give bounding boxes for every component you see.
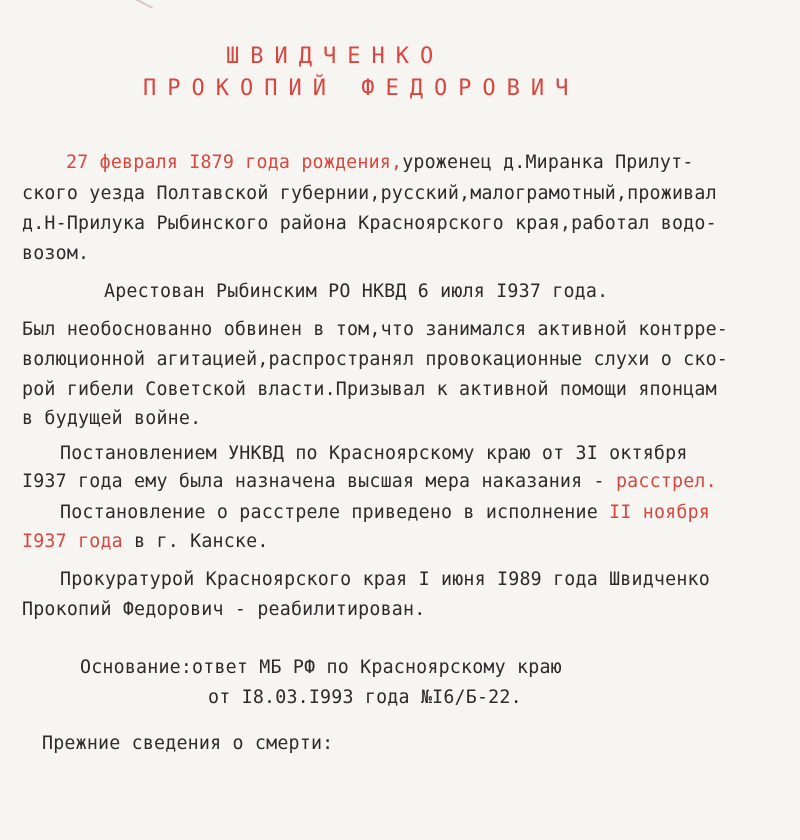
paragraph-birth-line-3: д.Н-Прилука Рыбинского района Красноярского края,работал водо- xyxy=(22,213,717,234)
sentence-text: I937 года ему была назначена высшая мера наказания - xyxy=(22,471,605,492)
paragraph-accusation-line-3: рой гибели Советской власти.Призывал к активной помощи японцам xyxy=(22,379,717,400)
paragraph-rehabilitation-line-2: Прокопий Федорович - реабилитирован. xyxy=(22,599,426,620)
basis-line-1: Основание:ответ МБ РФ по Красноярскому краю xyxy=(80,657,562,678)
corner-mark xyxy=(123,0,153,18)
paragraph-arrest: Арестован Рыбинским РО НКВД 6 июля I937 года. xyxy=(104,281,609,302)
birth-date-red: 27 февраля I879 года рождения, xyxy=(66,152,403,173)
execution-year-red: I937 года xyxy=(22,531,123,552)
paragraph-birth-line-4: возом. xyxy=(22,243,90,264)
sentence-execution-red: расстрел. xyxy=(615,471,717,492)
paragraph-accusation-line-4: в будущей войне. xyxy=(22,408,202,429)
title-name-patronymic: ПРОКОПИЙ ФЕДОРОВИЧ xyxy=(143,76,580,101)
execution-place-text: в г. Канске. xyxy=(134,531,269,552)
previous-death-info: Прежние сведения о смерти: xyxy=(42,733,334,754)
execution-text: Постановление о расстреле приведено в исполнение xyxy=(60,502,598,523)
paragraph-accusation-line-2: волюционной агитацией,распространял провокационные слухи о ско- xyxy=(22,349,728,370)
basis-line-2: от I8.03.I993 года №I6/Б-22. xyxy=(208,687,522,708)
paragraph-accusation-line-1: Был необоснованно обвинен в том,что занимался активной контрре- xyxy=(22,319,728,340)
title-surname: ШВИДЧЕНКО xyxy=(226,44,445,69)
birth-origin-text: уроженец д.Миранка Прилут- xyxy=(402,152,694,173)
paragraph-birth-line-1 xyxy=(66,154,694,172)
paragraph-execution-line-1 xyxy=(60,504,710,522)
paragraph-birth-line-2: ского уезда Полтавской губернии,русский,малограмотный,проживал xyxy=(22,183,717,204)
execution-date-red: II ноября xyxy=(609,502,710,523)
paragraph-rehabilitation-line-1: Прокуратурой Красноярского края I июня I989 года Швидченко xyxy=(60,569,710,590)
paragraph-execution-line-2 xyxy=(22,533,269,551)
paragraph-sentence-line-1: Постановлением УНКВД по Красноярскому краю от 3I октября xyxy=(60,443,688,464)
paragraph-sentence-line-2 xyxy=(22,473,717,491)
